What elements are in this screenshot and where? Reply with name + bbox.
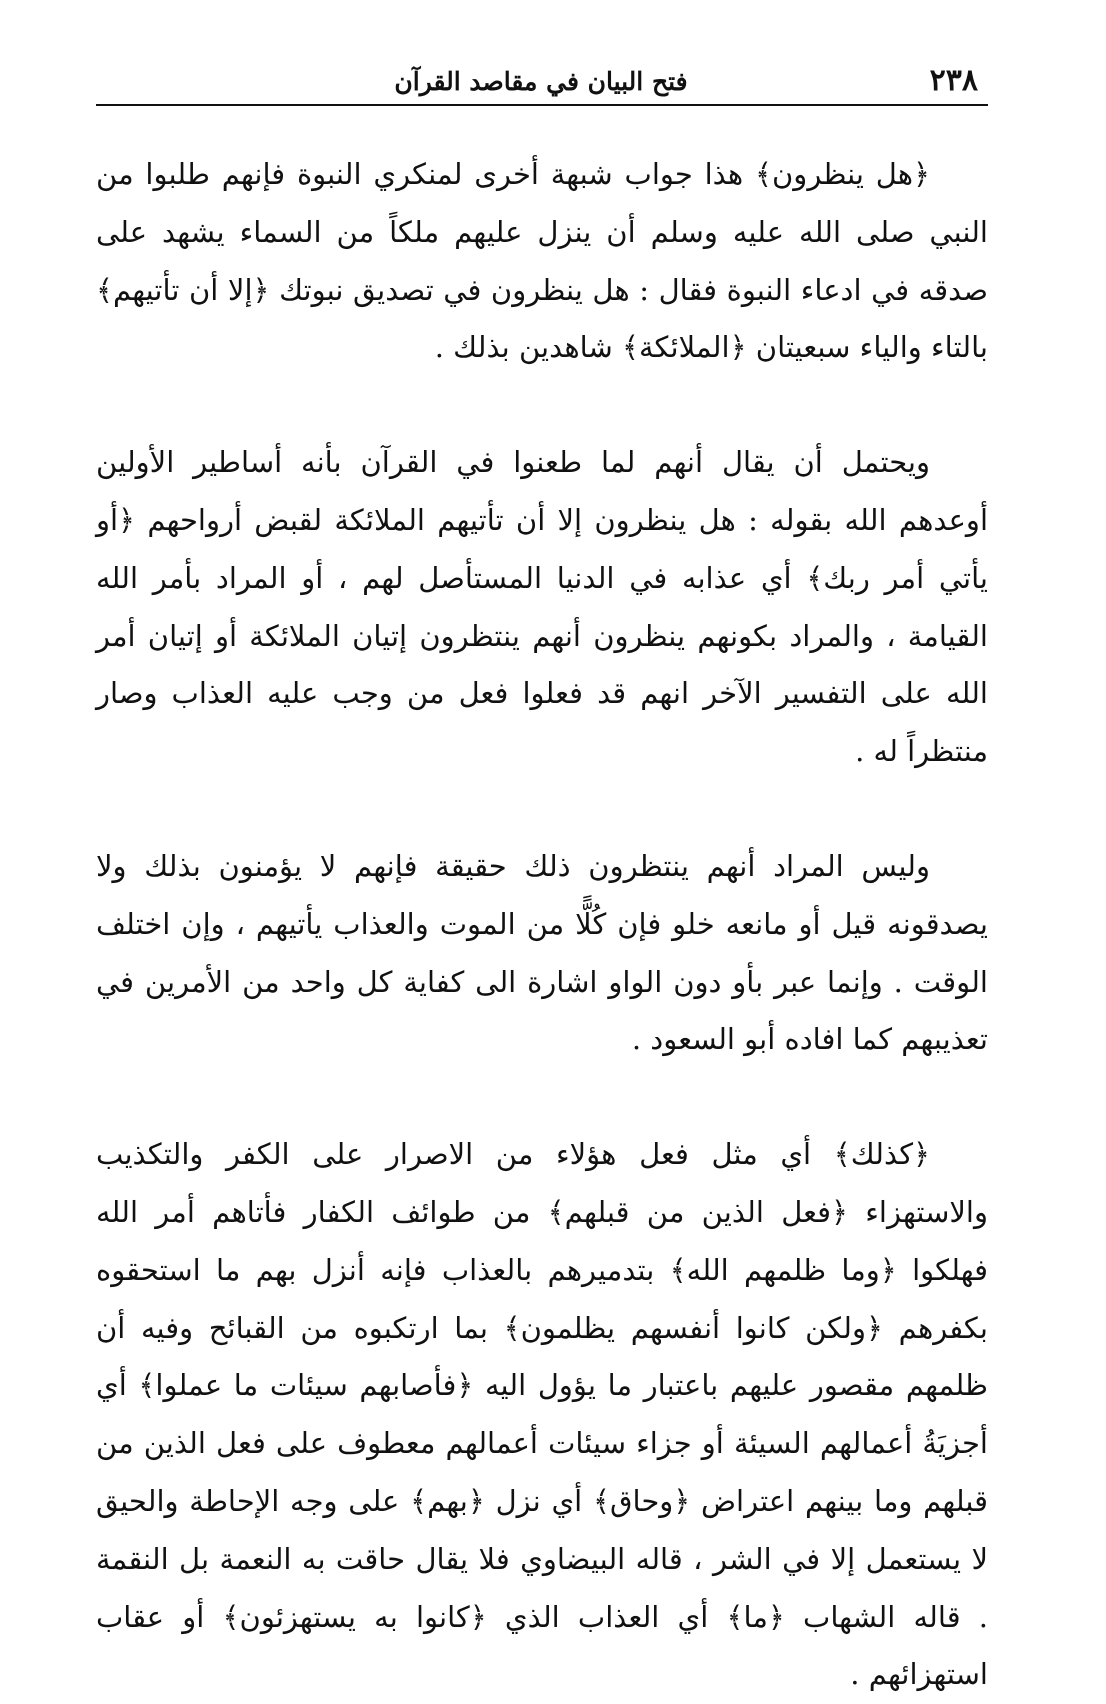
paragraph-spacer: [96, 781, 988, 838]
book-title: فتح البيان في مقاصد القرآن: [394, 67, 688, 96]
paragraph-2: ويحتمل أن يقال أنهم لما طعنوا في القرآن بأنه أساطير الأولين أوعدهم الله بقوله : هل ينظرون إلا أن تأتيهم الملائكة لقبض أرواحهم ﴿أو يأتي أمر ربك﴾ أي عذابه في الدنيا المستأصل لهم ، أو المراد بأمر الله القيامة ، والمراد بكونهم ينظرون أنهم ينتظرون إتيان الملائكة أو إتيان أمر الله على التفسير الآخر انهم قد فعلوا فعل من وجب عليه العذاب وصار منتظراً له .: [96, 445, 988, 769]
main-text: [96, 146, 988, 1704]
header-rule: [96, 104, 988, 106]
running-header: [96, 62, 986, 102]
paragraph-4: ﴿كذلك﴾ أي مثل فعل هؤلاء من الاصرار على الكفر والتكذيب والاستهزاء ﴿فعل الذين من قبلهم﴾ من طوائف الكفار فأتاهم أمر الله فهلكوا ﴿وما ظلمهم الله﴾ بتدميرهم بالعذاب فإنه أنزل بهم ما استحقوه بكفرهم ﴿ولكن كانوا أنفسهم يظلمون﴾ بما ارتكبوه من القبائح وفيه أن ظلمهم مقصور عليهم باعتبار ما يؤول اليه ﴿فأصابهم سيئات ما عملوا﴾ أي أجزيَةُ أعمالهم السيئة أو جزاء سيئات أعمالهم معطوف على فعل الذين من قبلهم وما بينهم اعتراض ﴿وحاق﴾ أي نزل ﴿بهم﴾ على وجه الإحاطة والحيق لا يستعمل إلا في الشر ، قاله البيضاوي فلا يقال حاقت به النعمة بل النقمة . قاله الشهاب ﴿ما﴾ أي العذاب الذي ﴿كانوا به يستهزئون﴾ أو عقاب استهزائهم .: [96, 1137, 988, 1692]
paragraph-spacer: [96, 377, 988, 434]
paragraph-3: وليس المراد أنهم ينتظرون ذلك حقيقة فإنهم لا يؤمنون بذلك ولا يصدقونه قيل أو مانعه خلو فإن كُلًّا من الموت والعذاب يأتيهم ، وإن اختلف الوقت . وإنما عبر بأو دون الواو اشارة الى كفاية كل واحد من الأمرين في تعذيبهم كما افاده أبو السعود .: [96, 848, 988, 1057]
paragraph-spacer: [96, 1069, 988, 1126]
paragraph-1: ﴿هل ينظرون﴾ هذا جواب شبهة أخرى لمنكري النبوة فإنهم طلبوا من النبي صلى الله عليه وسلم أن ينزل عليهم ملكاً من السماء يشهد على صدقه في ادعاء النبوة فقال : هل ينظرون في تصديق نبوتك ﴿إلا أن تأتيهم﴾ بالتاء والياء سبعيتان ﴿الملائكة﴾ شاهدين بذلك .: [96, 157, 988, 365]
page-number: ٢٣٨: [929, 63, 978, 98]
